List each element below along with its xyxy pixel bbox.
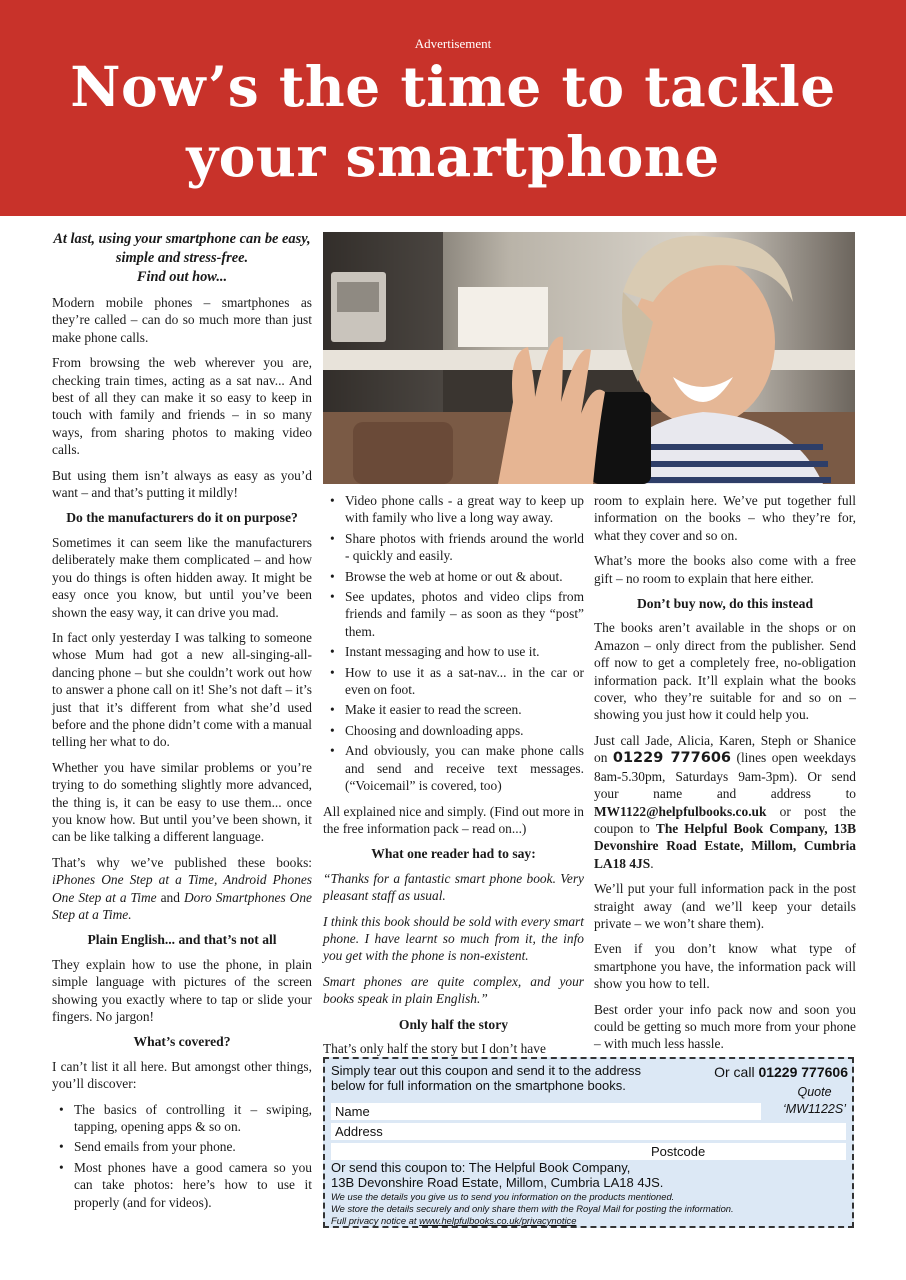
- paragraph: Best order your info pack now and soon you could be getting so much more from your phone – with much less hassle.: [594, 1001, 856, 1052]
- subheading-half-story: Only half the story: [398, 1016, 509, 1032]
- list-item: • Choosing and downloading apps.: [323, 722, 584, 739]
- coupon-phone[interactable]: 01229 777606: [758, 1064, 848, 1080]
- list-item: • Share photos with friends around the world - quickly and easily.: [323, 530, 584, 565]
- postcode-field[interactable]: Postcode: [331, 1143, 846, 1160]
- contact-paragraph: Just call Jade, Alicia, Karen, Steph or Shanice on 01229 777606 (lines open weekdays 8am-5.30pm, Saturdays 9am-3pm). Or send your name and address to MW1122@helpfulbooks.co.uk or post the coupon to The Helpful Book Company, 13B Devonshire Road Estate, Millom, Cumbria LA18 4JS.: [594, 732, 857, 871]
- coupon-call: Or call 01229 777606: [714, 1064, 848, 1080]
- coupon-instructions: Simply tear out this coupon and send it to the address below for full information on the smartphone books.: [331, 1063, 642, 1093]
- paragraph: That’s only half the story but I don’t have: [323, 1040, 546, 1056]
- testimonial: “Thanks for a fantastic smart phone book. Very pleasant staff as usual.: [323, 870, 584, 904]
- paragraph: room to explain here. We’ve put together full information on the books – who they’re for, what they cover and so on.: [594, 493, 856, 543]
- address-field[interactable]: Address: [331, 1123, 846, 1140]
- paragraph: We’ll put your full information pack in the post straight away (and we’ll keep your details private – we won’t share them).: [594, 881, 856, 931]
- list-item: • Send emails from your phone.: [52, 1138, 312, 1155]
- feature-list: [52, 1101, 312, 1211]
- paragraph: From browsing the web wherever you are, checking train times, acting as a sat nav... And best of all they can make it so easy to keep in touch with family and friends – in so many ways, from sharing photos to making video calls.: [52, 355, 312, 458]
- list-item: • See updates, photos and video clips from friends and family – as soon as they “post” them.: [323, 588, 584, 640]
- paragraph: In fact only yesterday I was talking to someone whose Mum had got a new all-singing-all-dancing phone – but she couldn’t work out how to answer a phone call on it! She’s not daft – it’s just that it’s different from what she’d used before and the phone didn’t come with a manual telling her what to do.: [52, 629, 312, 750]
- paragraph: Modern mobile phones – smartphones as they’re called – can do so much more than just make phone calls.: [52, 295, 312, 345]
- subheading-whats-covered: What’s covered?: [133, 1034, 231, 1050]
- column-1: [52, 230, 312, 1219]
- privacy-notice: We use the details you give us to send you information on the products mentioned. We store the details securely and only share them with the Royal Mail for posting the information. Full privacy notice at www.helpfulbooks.co.uk/privacynotice: [331, 1191, 734, 1226]
- feature-list: [323, 492, 584, 795]
- phone-number[interactable]: 01229 777606: [612, 750, 732, 767]
- subheading-reader: What one reader had to say:: [371, 846, 536, 862]
- privacy-link[interactable]: www.helpfulbooks.co.uk/privacynotice: [419, 1215, 577, 1226]
- list-item: • Browse the web at home or out & about.: [323, 568, 584, 585]
- paragraph: Whether you have similar problems or you’re trying to do something slightly more advanced, the thing is, it can be easy to use them... once you know how. But until you’ve been shown, it can be like talking a different language.: [52, 759, 312, 845]
- intro-strapline: At last, using your smartphone can be easy, simple and stress-free. Find out how...: [53, 231, 311, 285]
- header-banner: [0, 0, 906, 216]
- smiling-woman-video-call-photo: [323, 232, 855, 484]
- paragraph: What’s more the books also come with a free gift – no room to explain that here either.: [594, 553, 856, 586]
- list-item: • And obviously, you can make phone calls and send and receive text messages. (“Voicemail” is covered, too): [323, 742, 584, 794]
- column-3: [594, 492, 856, 1061]
- list-item: • How to use it as a sat-nav... in the car or even on foot.: [323, 664, 584, 699]
- column-2: [323, 492, 584, 1065]
- list-item: • Video phone calls - a great way to keep up with family who live a long way away.: [323, 492, 584, 527]
- paragraph: They explain how to use the phone, in plain simple language with pictures of the screen showing you exactly where to tap or slide your fingers. No jargon!: [52, 956, 312, 1025]
- subheading-plain-english: Plain English... and that’s not all: [87, 932, 277, 948]
- subheading-dont-buy: Don’t buy now, do this instead: [636, 596, 813, 612]
- headline-line-1: Now’s the time to tackle: [70, 54, 836, 119]
- list-item: • The basics of controlling it – swiping, tapping, opening apps & so on.: [52, 1101, 312, 1136]
- email-address[interactable]: MW1122@helpfulbooks.co.uk: [594, 803, 767, 819]
- list-item: • Most phones have a good camera so you can take photos: here’s how to use it properly (and for videos).: [52, 1159, 312, 1211]
- testimonial: Smart phones are quite complex, and your books speak in plain English.”: [323, 973, 584, 1007]
- paragraph: All explained nice and simply. (Find out more in the free information pack – read on...): [323, 803, 584, 836]
- headline-line-2: your smartphone: [186, 124, 720, 189]
- subheading-manufacturers: Do the manufacturers do it on purpose?: [66, 510, 298, 526]
- paragraph-books: That’s why we’ve published these books: iPhones One Step at a Time, Android Phones One Step at a Time and Doro Smartphones One Step at a Time.: [52, 854, 312, 922]
- coupon-send-address: Or send this coupon to: The Helpful Book Company, 13B Devonshire Road Estate, Millom, Cumbria LA18 4JS.: [331, 1160, 664, 1190]
- testimonial: I think this book should be sold with every smart phone. I have learnt so much from it, the info you get with the phone is non-existent.: [323, 913, 584, 964]
- postal-address: The Helpful Book Company, 13B Devonshire Road Estate, Millom, Cumbria LA18 4JS: [594, 820, 857, 871]
- order-coupon[interactable]: [323, 1057, 854, 1228]
- paragraph: Sometimes it can seem like the manufacturers deliberately make them complicated – and how you do things is often hidden away. It might be easy once you know, but until you’ve been shown the easy way, it can drive you mad.: [52, 534, 312, 620]
- paragraph: The books aren’t available in the shops or on Amazon – only direct from the publisher. Send off now to get a completely free, no-obligation information pack. It’ll explain what the books cover, who they’re suitable for and so on – showing you just how it could help you.: [594, 620, 856, 723]
- paragraph: But using them isn’t always as easy as you’d want – and that’s putting it mildly!: [52, 467, 312, 501]
- paragraph: Even if you don’t know what type of smartphone you have, the information pack will show you how to tell.: [594, 941, 856, 992]
- headline: [0, 52, 906, 192]
- name-field[interactable]: Name: [331, 1103, 761, 1120]
- advertisement-label: Advertisement: [414, 36, 492, 51]
- paragraph: I can’t list it all here. But amongst other things, you’ll discover:: [52, 1058, 312, 1092]
- photo-illustration: [323, 232, 855, 484]
- list-item: • Make it easier to read the screen.: [323, 701, 584, 718]
- list-item: • Instant messaging and how to use it.: [323, 643, 584, 660]
- quote-code: Quote ‘MW1122S’: [783, 1085, 846, 1116]
